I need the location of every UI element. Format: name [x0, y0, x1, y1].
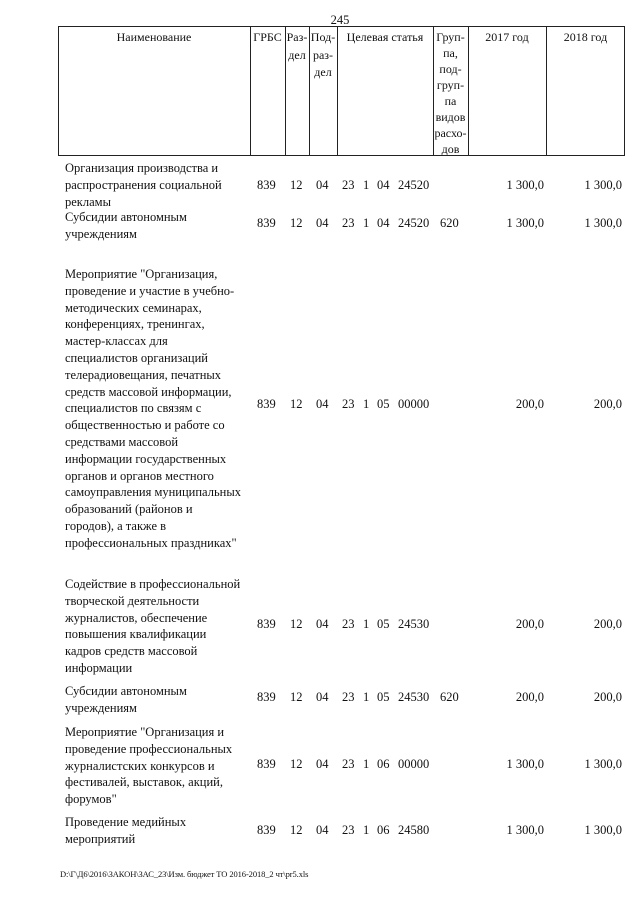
row-podrazdel: 04	[316, 757, 329, 771]
row-2018: 200,0	[593, 690, 622, 704]
row-target-direction: 24520	[398, 216, 430, 230]
header-target-article: Целевая статья	[346, 30, 424, 44]
row-podrazdel: 04	[316, 178, 329, 192]
row-target-event: 04	[377, 178, 390, 192]
row-razdel: 12	[290, 216, 303, 230]
row-target-direction: 24530	[398, 617, 430, 631]
footer-file-path: D:\Г\Д6\2016\ЗАКОН\ЗАС_23\Изм. бюджет ТО 2016-2018_2 чт\pr5.xls	[60, 869, 309, 879]
header-razdel: Раз- дел	[286, 30, 308, 62]
row-target-subprogram: 1	[363, 216, 370, 230]
row-target-subprogram: 1	[363, 397, 370, 411]
row-2018: 200,0	[593, 617, 622, 631]
row-target-event: 04	[377, 216, 390, 230]
row-2018: 1 300,0	[584, 178, 622, 192]
row-podrazdel: 04	[316, 397, 329, 411]
row-2018: 1 300,0	[584, 216, 622, 230]
row-2017: 1 300,0	[506, 823, 544, 837]
row-grbs: 839	[257, 216, 276, 230]
row-target-program: 23	[342, 823, 355, 837]
row-razdel: 12	[290, 397, 303, 411]
row-target-direction: 24530	[398, 690, 430, 704]
row-target-program: 23	[342, 617, 355, 631]
row-name: Субсидии автономным учреждениям	[65, 210, 187, 241]
row-2018: 1 300,0	[584, 757, 622, 771]
row-grbs: 839	[257, 617, 276, 631]
row-name: Проведение медийных мероприятий	[65, 815, 187, 846]
row-target-direction: 00000	[398, 757, 430, 771]
header-expense-group: Груп- па, под- груп- па видов расхо- дов	[434, 30, 467, 156]
row-target-subprogram: 1	[363, 823, 370, 837]
row-expense-group: 620	[440, 690, 459, 704]
row-2017: 200,0	[515, 690, 544, 704]
header-podrazdel: Под- раз- дел	[310, 30, 336, 79]
row-target-direction: 24520	[398, 178, 430, 192]
row-2017: 200,0	[515, 617, 544, 631]
row-grbs: 839	[257, 178, 276, 192]
row-target-subprogram: 1	[363, 178, 370, 192]
row-razdel: 12	[290, 178, 303, 192]
row-target-program: 23	[342, 216, 355, 230]
row-target-program: 23	[342, 757, 355, 771]
row-target-event: 06	[377, 823, 390, 837]
row-razdel: 12	[290, 617, 303, 631]
page-number: 245	[330, 13, 350, 27]
row-target-event: 05	[377, 617, 390, 631]
row-name: Содействие в профессиональной творческой деятельности журналистов, обеспечение повышения квалификации кадров средств массовой информации	[65, 577, 241, 675]
row-target-program: 23	[342, 397, 355, 411]
row-podrazdel: 04	[316, 690, 329, 704]
row-name: Мероприятие "Организация, проведение и участие в учебно- методических семинарах, конференциях, тренингах, мастер-классах для специалистов организаций телерадиовещания, печатных средств массовой информации, специалистов по связям с общественностью и работе со средствами массовой информации государственных органов и органов местного самоуправления муниципальных образований (районов и городов), а также в профессиональных праздниках"	[65, 267, 241, 550]
row-2018: 200,0	[593, 397, 622, 411]
row-name: Субсидии автономным учреждениям	[65, 684, 187, 715]
row-grbs: 839	[257, 397, 276, 411]
row-target-event: 05	[377, 690, 390, 704]
row-2018: 1 300,0	[584, 823, 622, 837]
header-2018: 2018 год	[563, 30, 608, 44]
row-target-direction: 00000	[398, 397, 430, 411]
row-grbs: 839	[257, 823, 276, 837]
row-target-subprogram: 1	[363, 757, 370, 771]
row-podrazdel: 04	[316, 216, 329, 230]
row-razdel: 12	[290, 690, 303, 704]
header-2017: 2017 год	[485, 30, 529, 44]
row-grbs: 839	[257, 690, 276, 704]
row-2017: 200,0	[515, 397, 544, 411]
row-target-subprogram: 1	[363, 690, 370, 704]
row-target-program: 23	[342, 178, 355, 192]
row-name: Организация производства и распространения социальной рекламы	[65, 161, 222, 209]
row-grbs: 839	[257, 757, 276, 771]
row-target-direction: 24580	[398, 823, 430, 837]
row-podrazdel: 04	[316, 823, 329, 837]
row-razdel: 12	[290, 823, 303, 837]
row-razdel: 12	[290, 757, 303, 771]
row-name: Мероприятие "Организация и проведение профессиональных журналистских конкурсов и фестивалей, выставок, акций, форумов"	[65, 725, 233, 807]
header-grbs: ГРБС	[253, 30, 282, 44]
row-expense-group: 620	[440, 216, 459, 230]
row-target-event: 06	[377, 757, 390, 771]
row-target-subprogram: 1	[363, 617, 370, 631]
row-2017: 1 300,0	[506, 757, 544, 771]
row-target-event: 05	[377, 397, 390, 411]
header-name: Наименование	[116, 30, 192, 44]
row-2017: 1 300,0	[506, 216, 544, 230]
row-podrazdel: 04	[316, 617, 329, 631]
row-2017: 1 300,0	[506, 178, 544, 192]
row-target-program: 23	[342, 690, 355, 704]
